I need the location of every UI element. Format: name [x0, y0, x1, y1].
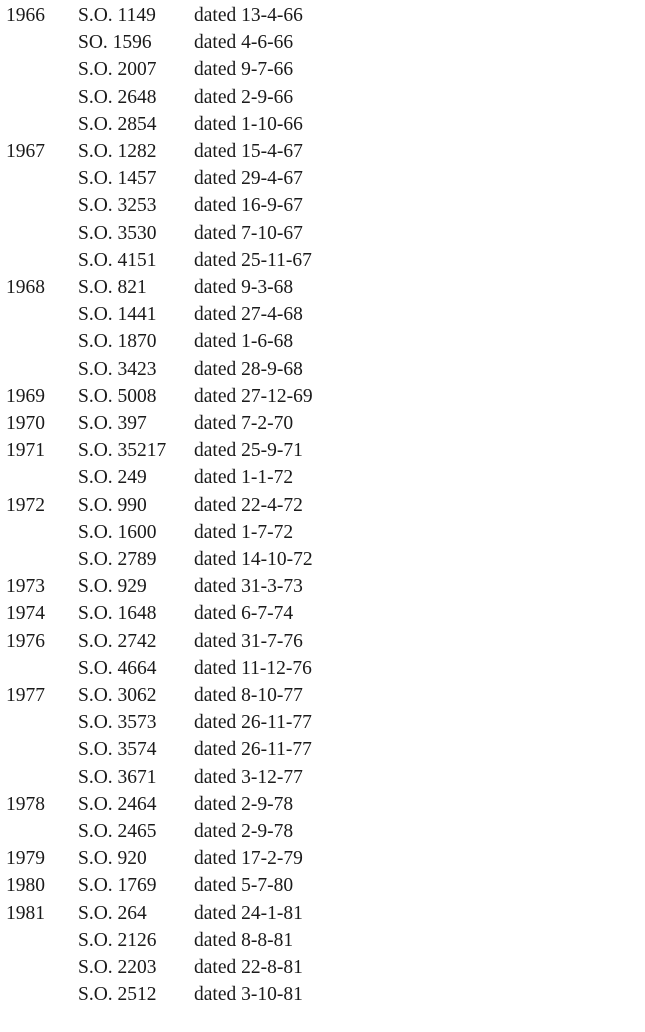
- notification-date: dated 3-10-81: [194, 984, 303, 1006]
- list-item: [0, 519, 645, 546]
- list-item: [0, 981, 645, 1008]
- notification-date: dated 25-11-67: [194, 249, 312, 271]
- notification-date: dated 9-7-66: [194, 59, 294, 81]
- notification-number: S.O. 3574: [78, 739, 157, 761]
- notification-number: S.O. 1282: [78, 141, 157, 162]
- notification-number: S.O. 990: [78, 494, 147, 516]
- notification-date: dated 1-7-72: [194, 521, 294, 543]
- list-item: [0, 410, 645, 437]
- notification-number: S.O. 1441: [78, 304, 157, 326]
- year-label: 1979: [6, 848, 45, 870]
- notification-date: dated 25-9-71: [194, 440, 303, 462]
- notification-number: S.O. 3573: [78, 712, 157, 734]
- year-label: 1978: [6, 793, 45, 815]
- notification-number: S.O. 929: [78, 576, 147, 598]
- notification-date: dated 22-4-72: [194, 494, 303, 516]
- notification-number: S.O. 2742: [78, 630, 157, 652]
- notification-number: S.O. 2126: [78, 929, 157, 951]
- notification-date: dated 1-10-66: [194, 113, 303, 135]
- year-label: 1981: [6, 902, 45, 924]
- notification-number: SO. 1596: [78, 32, 152, 54]
- notification-number: S.O. 2007: [78, 59, 157, 81]
- list-item: [0, 546, 645, 573]
- list-item: [0, 274, 645, 301]
- year-label: 1973: [6, 576, 45, 598]
- year-label: 1971: [6, 440, 45, 462]
- notification-date: dated 2-9-78: [194, 793, 294, 815]
- year-label: 1967: [6, 141, 45, 162]
- notification-date: dated 11-12-76: [194, 657, 312, 679]
- notification-number: S.O. 2648: [78, 86, 157, 108]
- notification-number: S.O. 3671: [78, 766, 157, 788]
- year-label: 1977: [6, 685, 45, 706]
- notification-date: dated 31-7-76: [194, 630, 303, 652]
- list-item: [0, 138, 645, 165]
- notification-date: dated 22-8-81: [194, 957, 303, 978]
- list-item: [0, 165, 645, 192]
- notification-number: S.O. 3423: [78, 358, 157, 380]
- notification-number: S.O. 4664: [78, 657, 157, 679]
- notification-number: S.O. 264: [78, 902, 147, 924]
- year-label: 1976: [6, 630, 45, 652]
- notification-date: dated 7-2-70: [194, 413, 294, 434]
- list-item: [0, 437, 645, 464]
- list-item: [0, 84, 645, 111]
- list-item: [0, 954, 645, 981]
- notification-number: S.O. 821: [78, 277, 147, 298]
- notification-date: dated 28-9-68: [194, 358, 303, 380]
- notification-date: dated 26-11-77: [194, 739, 312, 761]
- list-item: [0, 872, 645, 899]
- notification-date: dated 15-4-67: [194, 141, 303, 162]
- year-label: 1972: [6, 494, 45, 516]
- list-item: [0, 791, 645, 818]
- notification-number: S.O. 397: [78, 413, 147, 434]
- notification-number: S.O. 1769: [78, 875, 157, 897]
- notification-number: S.O. 4151: [78, 249, 157, 271]
- year-label: 1966: [6, 5, 45, 26]
- notification-number: S.O. 1149: [78, 5, 156, 26]
- notification-date: dated 2-9-66: [194, 86, 294, 108]
- list-item: [0, 464, 645, 491]
- list-item: [0, 301, 645, 328]
- list-item: [0, 736, 645, 763]
- notification-number: S.O. 1648: [78, 603, 157, 625]
- notification-date: dated 26-11-77: [194, 712, 312, 734]
- notification-date: dated 9-3-68: [194, 277, 294, 298]
- year-label: 1974: [6, 603, 45, 625]
- notification-number: S.O. 3253: [78, 195, 157, 217]
- list-item: [0, 111, 645, 138]
- notification-number: S.O. 1600: [78, 521, 157, 543]
- notification-number: S.O. 3062: [78, 685, 157, 706]
- notification-date: dated 8-10-77: [194, 685, 303, 706]
- notification-number: S.O. 2203: [78, 957, 157, 978]
- list-item: [0, 29, 645, 56]
- list-item: [0, 383, 645, 410]
- list-item: [0, 573, 645, 600]
- notification-date: dated 29-4-67: [194, 168, 303, 190]
- notification-number: S.O. 2854: [78, 113, 157, 135]
- list-item: [0, 655, 645, 682]
- list-item: [0, 845, 645, 872]
- notification-number: S.O. 35217: [78, 440, 167, 462]
- year-label: 1968: [6, 277, 45, 298]
- notification-date: dated 3-12-77: [194, 766, 303, 788]
- notification-date: dated 1-6-68: [194, 331, 294, 353]
- notification-date: dated 7-10-67: [194, 222, 303, 244]
- notification-date: dated 13-4-66: [194, 5, 303, 26]
- notification-date: dated 17-2-79: [194, 848, 303, 870]
- list-item: [0, 600, 645, 627]
- notification-number: S.O. 1457: [78, 168, 157, 190]
- list-item: [0, 900, 645, 927]
- year-label: 1969: [6, 385, 45, 407]
- notification-date: dated 8-8-81: [194, 929, 294, 951]
- notification-number: S.O. 920: [78, 848, 147, 870]
- list-item: [0, 818, 645, 845]
- notification-number: S.O. 3530: [78, 222, 157, 244]
- notification-date: dated 2-9-78: [194, 821, 294, 842]
- year-label: 1980: [6, 875, 45, 897]
- list-item: [0, 682, 645, 709]
- notification-date: dated 27-12-69: [194, 385, 313, 407]
- notification-number: S.O. 2512: [78, 984, 157, 1006]
- notification-date: dated 4-6-66: [194, 32, 294, 54]
- notification-date: dated 1-1-72: [194, 467, 294, 489]
- list-item: [0, 492, 645, 519]
- list-item: [0, 927, 645, 954]
- notification-date: dated 5-7-80: [194, 875, 294, 897]
- notification-date: dated 24-1-81: [194, 902, 303, 924]
- list-item: [0, 356, 645, 383]
- notification-number: S.O. 1870: [78, 331, 157, 353]
- list-item: [0, 328, 645, 355]
- list-item: [0, 764, 645, 791]
- notification-number: S.O. 2465: [78, 821, 157, 842]
- year-label: 1970: [6, 413, 45, 434]
- list-item: [0, 628, 645, 655]
- list-item: [0, 2, 645, 29]
- notification-date: dated 31-3-73: [194, 576, 303, 598]
- notification-date: dated 6-7-74: [194, 603, 294, 625]
- list-item: [0, 192, 645, 219]
- notification-number: S.O. 2789: [78, 549, 157, 570]
- notification-number: S.O. 5008: [78, 385, 157, 407]
- list-item: [0, 247, 645, 274]
- list-item: [0, 56, 645, 83]
- notification-date: dated 27-4-68: [194, 304, 303, 326]
- notification-date: dated 14-10-72: [194, 549, 313, 570]
- notification-date: dated 16-9-67: [194, 195, 303, 217]
- list-item: [0, 220, 645, 247]
- notification-number: S.O. 2464: [78, 793, 157, 815]
- list-item: [0, 709, 645, 736]
- notification-number: S.O. 249: [78, 467, 147, 489]
